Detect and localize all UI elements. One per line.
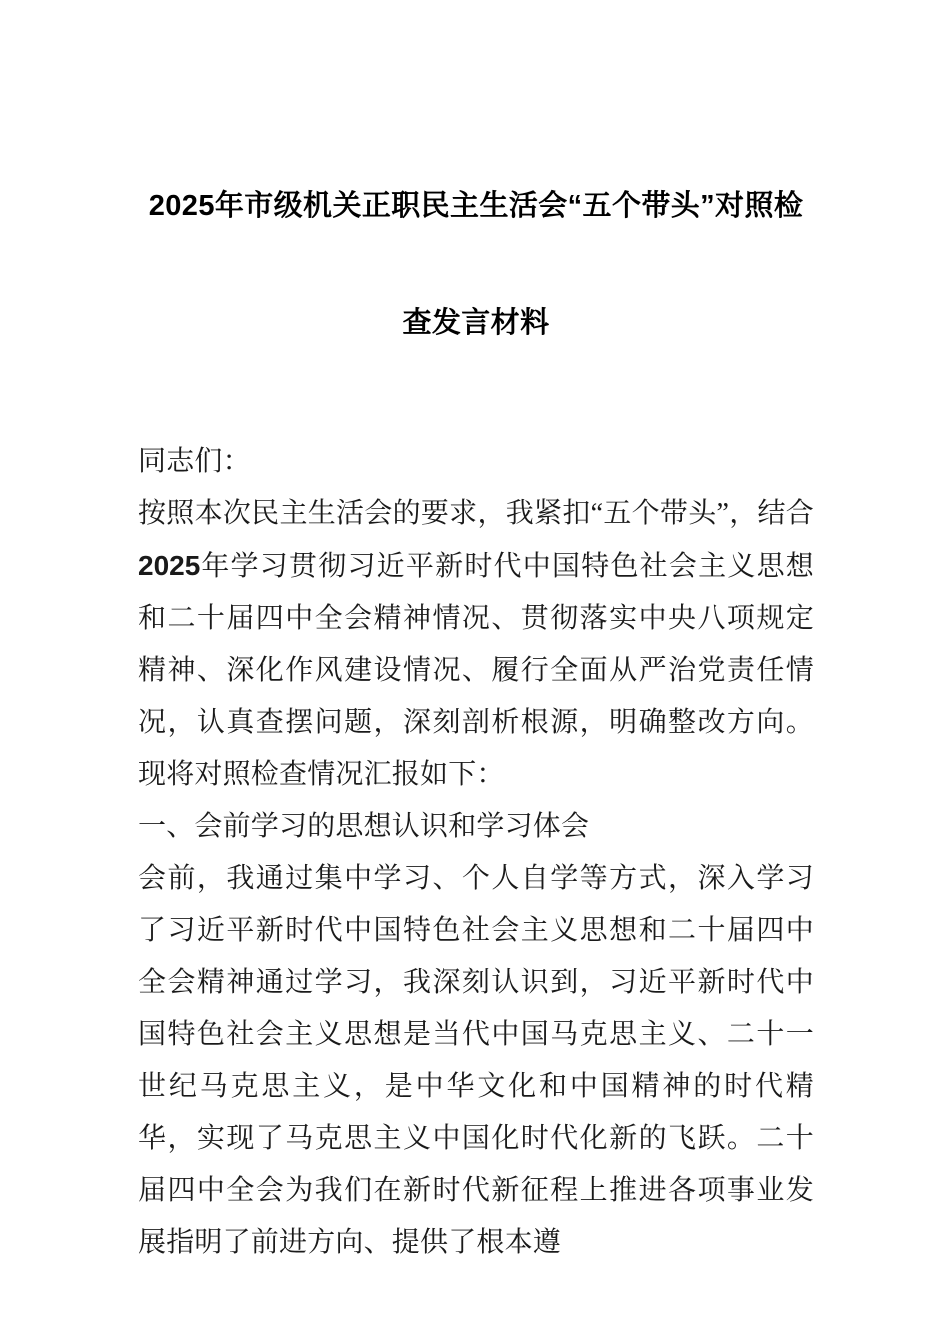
intro-paragraph-part-2: 年学习贯彻习近平新时代中国特色社会主义思想和二十届四中全会精神情况、贯彻落实中央八项规定精神、深化作风建设情况、履行全面从严治党责任情况，认真查摆问题，深刻剖析根源，明确整改方向。现将对照检查情况汇报如下： bbox=[138, 551, 814, 790]
section-heading-1: 一、会前学习的思想认识和学习体会 bbox=[138, 811, 590, 842]
salutation-line: 同志们： bbox=[138, 446, 251, 477]
intro-paragraph-year: 2025 bbox=[138, 550, 201, 581]
intro-paragraph bbox=[138, 488, 814, 801]
page-title: 2025年市级机关正职民主生活会“五个带头”对照检查发言材料 bbox=[148, 190, 804, 339]
intro-paragraph-part-1: 按照本次民主生活会的要求，我紧扣“五个带头”，结合 bbox=[138, 498, 814, 529]
document-body bbox=[138, 436, 814, 1269]
section-1-paragraph: 会前，我通过集中学习、个人自学等方式，深入学习了习近平新时代中国特色社会主义思想和二十届四中全会精神通过学习，我深刻认识到，习近平新时代中国特色社会主义思想是当代中国马克思主义、二十一世纪马克思主义，是中华文化和中国精神的时代精华，实现了马克思主义中国化时代化新的飞跃。二十届四中全会为我们在新时代新征程上推进各项事业发展指明了前进方向、提供了根本遵 bbox=[138, 863, 814, 1258]
